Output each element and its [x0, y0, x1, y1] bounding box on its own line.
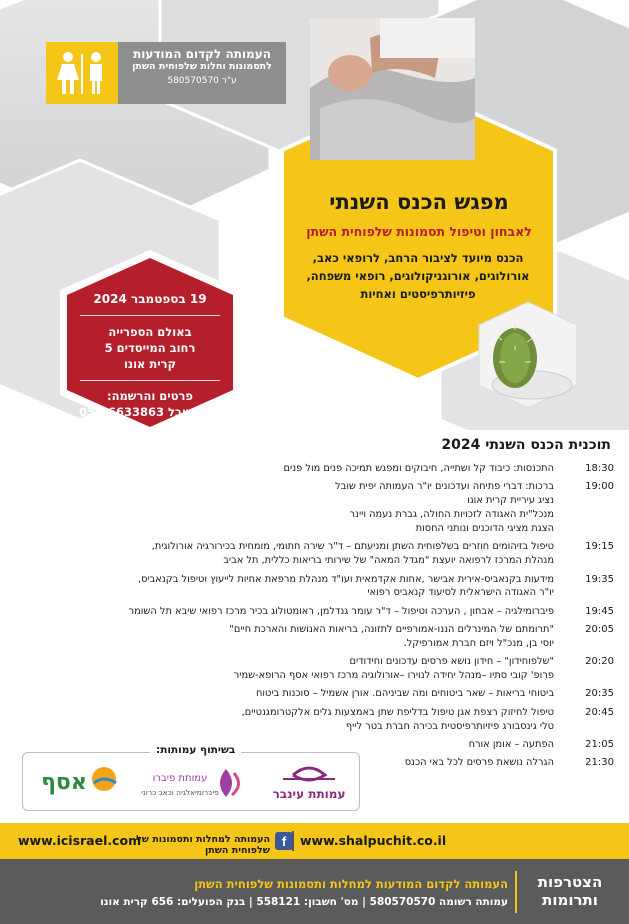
program-line: נציג עיריית קרית אונו	[467, 495, 554, 507]
toilet-man-woman-icon	[46, 42, 118, 104]
program-line: טיפול בזיהומים חוזרים בשלפוחית השתן ומניעתם – ד"ר שירה חתומי, מומחית בכירורגיה אורולוגית,	[151, 541, 554, 553]
org-logo-text	[118, 42, 286, 104]
program-time: 21:30	[585, 757, 614, 769]
program-line: התכנסות: כיבוד קל ושתייה, חיבוקים ומפגש תמיכה פנים מול פנים	[283, 463, 554, 474]
join-donate-label: הצטרפות ותרומות	[537, 873, 603, 909]
fibro-logo-name: עמותת פיברו	[152, 773, 208, 784]
logo-registration: ע"ר 580570570	[167, 75, 237, 86]
einbar-logo-icon	[261, 763, 356, 807]
program-item	[14, 687, 614, 701]
audience-line: הכנס מיועד לציבור הרחב, לרופאי כאב,	[312, 251, 524, 265]
location-line: באולם הספרייה	[108, 325, 192, 339]
einbar-logo-text: עמותת עינבר	[272, 787, 345, 801]
photo-cactus	[477, 300, 579, 410]
program-line: הפתעה – אומן אורח	[468, 738, 554, 750]
site-link-shalpuchit[interactable]: www.shalpuchit.co.il	[300, 833, 447, 848]
program-time: 18:30	[585, 463, 614, 474]
program-time: 20:05	[585, 624, 614, 636]
facebook-icon[interactable]: f	[275, 832, 293, 850]
program-list	[14, 462, 614, 775]
footer	[0, 859, 629, 924]
footer-org-name: העמותה לקדום המודעות למחלות ותסמונות שלפוחית השתן	[194, 877, 508, 891]
hero-subtitle: לאבחון וטיפול תסמונות שלפוחית השתן	[306, 224, 532, 239]
divider	[80, 380, 220, 381]
details-label: פרטים והרשמה:	[106, 389, 193, 404]
location-line: רחוב המייסדים 5	[104, 341, 196, 356]
contact-phone[interactable]: יפית שובל 052-6633863	[79, 405, 221, 420]
hero-title: מפגש הכנס השנתי	[329, 190, 509, 214]
location-line: קרית אונו	[123, 357, 177, 372]
program-line: יוסי בן, מנכ"ל ויזם חברת אמורפיקל.	[403, 638, 554, 650]
program-description	[14, 687, 572, 701]
event-location	[70, 316, 230, 380]
hero-audience	[282, 250, 554, 303]
program-line: מנכל"ית האגודה לזכויות החולה, גברת נעמה ויינר	[349, 509, 554, 521]
program-line: מנהלת המרכז לרפואה יועצת "מגדל המאה" של שירותי בריאות כללית, תל אביב	[223, 555, 554, 567]
program-time: 19:45	[585, 605, 614, 617]
program-description	[14, 623, 572, 651]
event-info	[70, 292, 230, 420]
logo-title: העמותה לקדום המודעות	[133, 47, 271, 61]
program-line: ביטוחי בריאות – שאר ביטוחים ומה שביניהם. אורן אשמיל – סוכנות ביטוח	[255, 688, 554, 700]
photo-person	[310, 18, 475, 160]
program-time: 21:05	[585, 738, 614, 750]
program-line: הצגת מציגי הדוכנים ונותני החסות	[415, 523, 554, 535]
program-item	[14, 738, 614, 752]
program-time: 19:00	[585, 481, 614, 493]
org-logo	[46, 42, 286, 104]
divider	[515, 871, 517, 913]
program-description	[14, 706, 572, 734]
program-item	[14, 623, 614, 651]
site-link-icisrael[interactable]: www.icisrael.com	[18, 833, 142, 848]
program-time: 19:15	[585, 541, 614, 553]
program-item	[14, 540, 614, 568]
program-line: "שלפוחידון" – חידון נושא פרסים עדכונים וחידודים	[349, 656, 554, 668]
program-time: 19:35	[585, 573, 614, 585]
program-title: תוכנית הכנס השנתי 2024	[441, 437, 611, 453]
program-time: 20:45	[585, 706, 614, 718]
program-item	[14, 480, 614, 536]
fibro-logo-icon	[138, 763, 248, 807]
program-line: יו"ר האגודה הישראלית לסיעוד קנאביס רפואי	[367, 587, 554, 599]
facebook-page-link[interactable]: העמותה למחלות ותסמונות של שלפוחית השתן	[136, 834, 270, 856]
footer-bank-details: עמותה רשומה 580570570 | מס' חשבון: 558121 | בנק הפועלים: 656 קרית אונו	[100, 896, 508, 908]
event-date: 19 בספטמבר 2024	[93, 292, 207, 306]
program-line: פרופ' קובי סתיו –מנהל יחידה לנוירו –אורולוגיה מרכז רפואי אסף הרופא-שמיר	[233, 670, 554, 682]
program-description	[14, 540, 572, 568]
audience-line: אורולוגים, אורוגניקולוגים, רופאי משפחה,	[306, 268, 530, 283]
program-line: "תרומתם של המינרלים הננו-אמורפיים לתזונה, בריאות האנושות והארכת חיים"	[229, 624, 554, 636]
program-description	[14, 462, 572, 476]
program-item	[14, 605, 614, 619]
audience-line: פיזיותרפיסטים ואחיות	[360, 286, 476, 301]
partners-box	[22, 752, 360, 811]
event-registration	[70, 381, 230, 420]
program-description	[14, 605, 572, 619]
fibro-logo-sub: פיברומיאלגיה וכאב כרוני	[141, 788, 219, 797]
program-item	[14, 706, 614, 734]
asaf-logo-icon	[31, 763, 126, 805]
program-item	[14, 462, 614, 476]
program-description	[14, 655, 572, 683]
program-time: 20:35	[585, 688, 614, 700]
program-time: 20:20	[585, 656, 614, 668]
program-description	[14, 573, 572, 601]
program-line: מידעות בקנאביס-אירית אבישר ,אחות אקדמאית ועו"ד מנהלת מרפאת אחיות לייעוץ וטיפול בקנאביס,	[137, 573, 554, 585]
program-description	[14, 738, 572, 752]
program-item	[14, 573, 614, 601]
program-line: טלי גינסבורג פיזיותרפיסטית בכירה חברת בטר לייף	[345, 720, 554, 732]
logo-subtitle: לתסמונות וחלות שלפוחית השתן	[132, 60, 272, 72]
asaf-logo-text: אסף	[40, 770, 87, 795]
divider	[80, 315, 220, 316]
partners-label: בשיתוף עמותות:	[150, 744, 241, 756]
program-description	[14, 480, 572, 536]
program-item	[14, 655, 614, 683]
program-line: טיפול לחיזוק רצפת אגן טיפול בדליפת שתן באמצעות גלים אלקטרומגנטיים,	[241, 706, 554, 718]
program-line: ברכות: דברי פתיחה ועדכונים יו"ר העמותה יפית שובל	[335, 481, 554, 493]
program-line: פיברומילגיה – אבחון , הערכה וטיפול – ד"ר עומר גנדלמן, ראומטולוג בכיר מרכז רפואי שיבא תל השומר	[128, 605, 554, 617]
links-bar	[0, 823, 629, 859]
program-line: הגרלה נושאת פרסים לכל באי הכנס	[404, 757, 554, 769]
